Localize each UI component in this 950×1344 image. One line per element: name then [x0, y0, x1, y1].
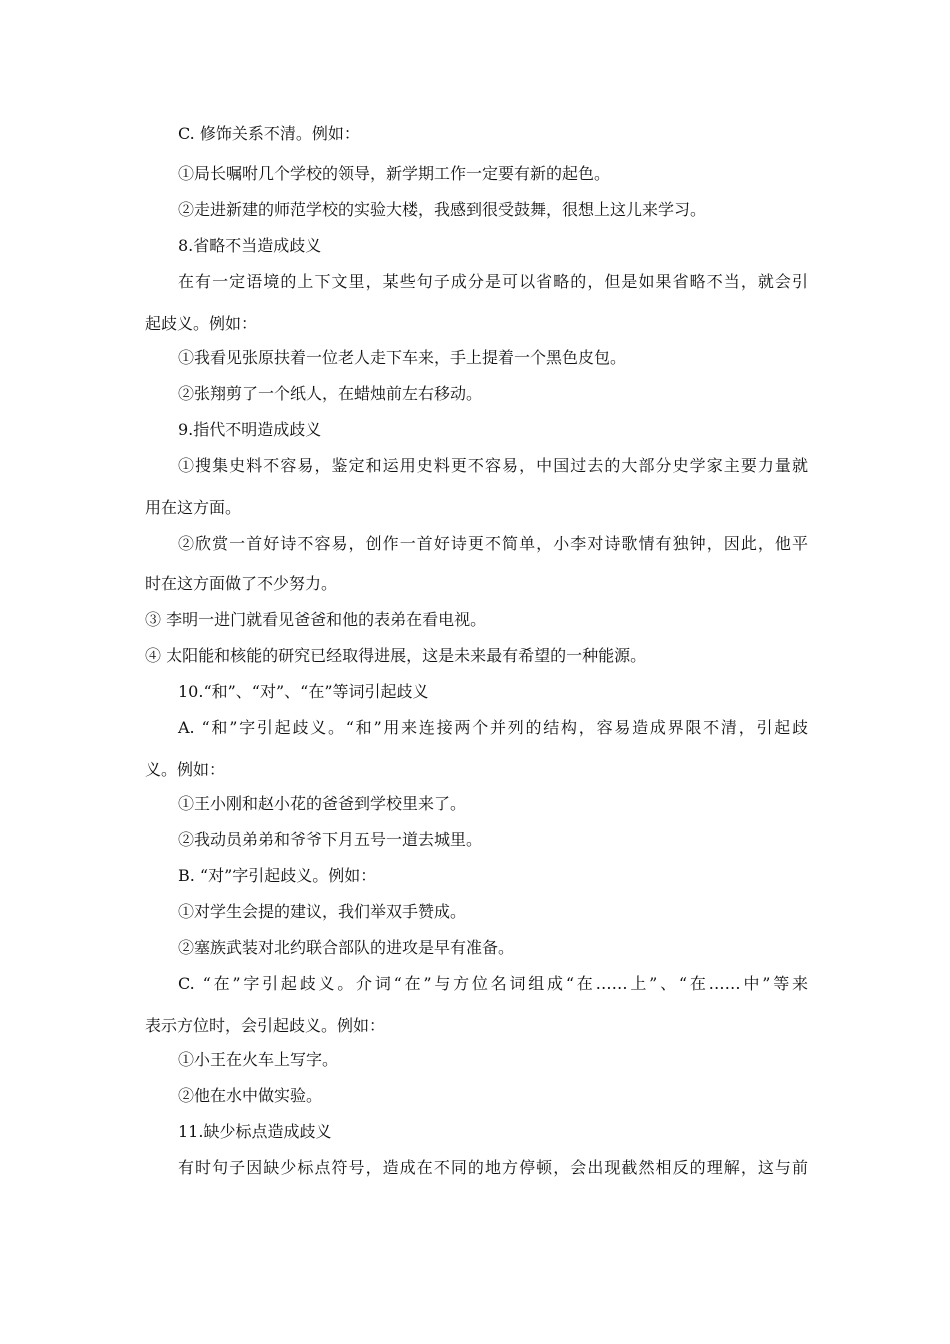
example-line: ②张翔剪了一个纸人，在蜡烛前左右移动。 — [178, 384, 483, 403]
example-line: ②塞族武装对北约联合部队的进攻是早有准备。 — [178, 938, 515, 957]
example-line: ②走进新建的师范学校的实验大楼，我感到很受鼓舞，很想上这儿来学习。 — [178, 200, 707, 219]
example-line: ①我看见张原扶着一位老人走下车来，手上提着一个黑色皮包。 — [178, 348, 627, 367]
example-line: ①搜集史料不容易，鉴定和运用史料更不容易，中国过去的大部分史学家主要力量就 — [178, 456, 808, 475]
example-line: ③ 李明一进门就看见爸爸和他的表弟在看电视。 — [145, 610, 487, 629]
example-line: ①局长嘱咐几个学校的领导，新学期工作一定要有新的起色。 — [178, 164, 611, 183]
example-line: ②我动员弟弟和爷爷下月五号一道去城里。 — [178, 830, 483, 849]
section-heading-9: 9.指代不明造成歧义 — [178, 420, 322, 439]
example-line: ④ 太阳能和核能的研究已经取得进展，这是未来最有希望的一种能源。 — [145, 646, 647, 665]
example-line: ①小王在火车上写字。 — [178, 1050, 339, 1069]
example-line: ②他在水中做实验。 — [178, 1086, 323, 1105]
example-line-continued: 时在这方面做了不少努力。 — [145, 574, 338, 593]
section-heading-10: 10.“和”、“对”、“在”等词引起歧义 — [178, 682, 429, 701]
section-heading-11: 11.缺少标点造成歧义 — [178, 1122, 332, 1141]
subheading-a-he: A. “和”字引起歧义。“和”用来连接两个并列的结构，容易造成界限不清，引起歧 — [178, 718, 808, 737]
paragraph-line: 表示方位时，会引起歧义。例如： — [145, 1016, 386, 1035]
paragraph-line: 在有一定语境的上下文里，某些句子成分是可以省略的，但是如果省略不当，就会引 — [178, 272, 808, 291]
paragraph-line: 有时句子因缺少标点符号，造成在不同的地方停顿，会出现截然相反的理解，这与前 — [178, 1158, 808, 1177]
subheading-c-modifier: C. 修饰关系不清。例如： — [178, 124, 360, 143]
example-line: ①王小刚和赵小花的爸爸到学校里来了。 — [178, 794, 467, 813]
subheading-c-zai: C. “在”字引起歧义。介词“在”与方位名词组成“在……上”、“在……中”等来 — [178, 974, 808, 993]
example-line: ②欣赏一首好诗不容易，创作一首好诗更不简单，小李对诗歌情有独钟，因此，他平 — [178, 534, 808, 553]
paragraph-line: 义。例如： — [145, 760, 226, 779]
paragraph-line: 起歧义。例如： — [145, 314, 258, 333]
subheading-b-dui: B. “对”字引起歧义。例如： — [178, 866, 377, 885]
example-line-continued: 用在这方面。 — [145, 498, 242, 517]
section-heading-8: 8.省略不当造成歧义 — [178, 236, 322, 255]
example-line: ①对学生会提的建议，我们举双手赞成。 — [178, 902, 467, 921]
